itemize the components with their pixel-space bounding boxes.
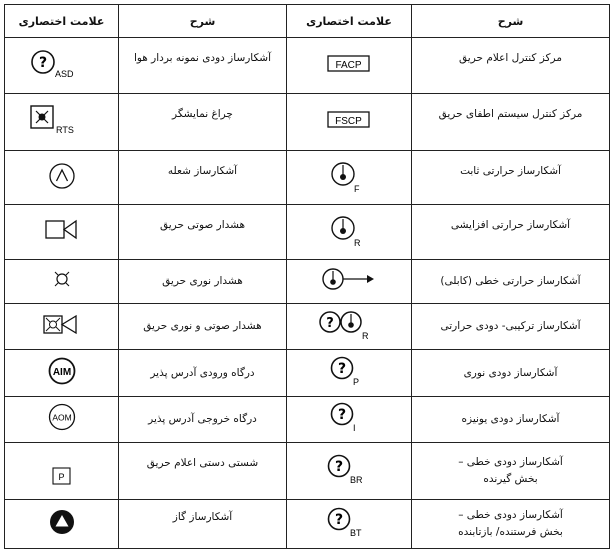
linear-heat-detector-icon [321, 265, 377, 293]
symbol-code: FSCP [335, 116, 362, 128]
fscp-box-icon [327, 110, 371, 130]
heat-detector-icon [327, 158, 371, 194]
symbol-cell [5, 38, 119, 94]
symbol-cell [287, 38, 412, 94]
symbol-cell [5, 259, 119, 303]
symbol-description: هشدار صوتی و نوری حریق [119, 304, 287, 350]
symbol-description: درگاه خروجی آدرس پذیر [119, 396, 287, 442]
smoke-detector-icon [324, 505, 374, 539]
symbol-code: F [354, 183, 360, 194]
symbol-cell [287, 350, 412, 396]
symbol-cell [5, 304, 119, 350]
symbol-description: آشکارساز شعله [119, 150, 287, 204]
symbol-code: I [353, 423, 356, 434]
symbol-description: آشکارساز دودی نوری [412, 350, 610, 396]
manual-call-point-icon [50, 465, 74, 487]
table-row [5, 205, 610, 259]
symbol-description: آشکارساز دودی یونیزه [412, 396, 610, 442]
beacon-icon [47, 265, 77, 293]
table-row [5, 94, 610, 150]
symbol-cell [287, 304, 412, 350]
symbol-cell [287, 499, 412, 548]
sounder-beacon-icon [40, 312, 84, 338]
header-abbr-right: علامت اختصاری [287, 5, 412, 38]
table-row [5, 38, 610, 94]
gas-detector-icon [46, 507, 78, 537]
header-abbr-left: علامت اختصاری [5, 5, 119, 38]
svg-text:?: ? [337, 361, 347, 378]
aim-icon [46, 356, 78, 386]
symbol-description: چراغ نمایشگر [119, 94, 287, 150]
table-row [5, 150, 610, 204]
symbol-cell [287, 150, 412, 204]
header-row [5, 5, 610, 38]
symbol-description: آشکارساز حرارتی افزایشی [412, 205, 610, 259]
symbol-cell [5, 499, 119, 548]
table-row [5, 443, 610, 499]
symbol-description: آشکارساز دودی خطی – بخش گیرنده [412, 443, 610, 499]
symbol-description: هشدار نوری حریق [119, 259, 287, 303]
indicator-lamp-icon [27, 103, 97, 137]
symbol-cell [5, 396, 119, 442]
sounder-icon [42, 217, 82, 243]
table-row [5, 259, 610, 303]
symbol-description: شستی دستی اعلام حریق [119, 443, 287, 499]
aom-icon [46, 402, 78, 432]
symbol-cell [5, 443, 119, 499]
svg-text:?: ? [334, 511, 344, 528]
symbol-code: P [57, 471, 65, 482]
table-row [5, 304, 610, 350]
header-desc-right: شرح [412, 5, 610, 38]
svg-text:?: ? [334, 458, 344, 475]
symbol-legend-table [4, 4, 610, 549]
symbol-description: مرکز کنترل سیستم اطفای حریق [412, 94, 610, 150]
combined-detector-icon [318, 308, 380, 342]
heat-detector-icon [327, 212, 371, 248]
svg-text:?: ? [326, 315, 334, 331]
symbol-cell [287, 94, 412, 150]
symbol-description: مرکز کنترل اعلام حریق [412, 38, 610, 94]
symbol-cell [5, 350, 119, 396]
header-desc-left: شرح [119, 5, 287, 38]
table-row [5, 396, 610, 442]
smoke-detector-icon [327, 353, 371, 389]
flame-detector-icon [45, 161, 79, 191]
symbol-description: آشکارساز حرارتی ثابت [412, 150, 610, 204]
symbol-description: هشدار صوتی حریق [119, 205, 287, 259]
symbol-cell [287, 443, 412, 499]
symbol-description: آشکارساز حرارتی خطی (کابلی) [412, 259, 610, 303]
smoke-detector-icon [27, 47, 97, 81]
symbol-cell [5, 205, 119, 259]
symbol-code: P [353, 377, 360, 388]
symbol-cell [287, 259, 412, 303]
svg-text:?: ? [337, 407, 347, 424]
symbol-code: BT [350, 527, 362, 538]
symbol-code: RTS [55, 125, 74, 136]
symbol-cell [287, 396, 412, 442]
symbol-code: FACP [335, 59, 362, 71]
smoke-detector-icon [324, 451, 374, 487]
symbol-cell [287, 205, 412, 259]
facp-box-icon [327, 54, 371, 74]
symbol-code: R [362, 330, 369, 341]
symbol-description: آشکارساز ترکیبی- دودی حرارتی [412, 304, 610, 350]
smoke-detector-icon [327, 399, 371, 435]
symbol-code: AIM [52, 367, 71, 379]
symbol-code: R [354, 238, 361, 248]
symbol-description: درگاه ورودی آدرس پذیر [119, 350, 287, 396]
symbol-cell [5, 94, 119, 150]
symbol-code: BR [350, 474, 363, 485]
symbol-description: آشکارساز گاز [119, 499, 287, 548]
symbol-cell [5, 150, 119, 204]
table-row [5, 350, 610, 396]
symbol-code: AOM [51, 412, 72, 423]
symbol-code: ASD [54, 68, 74, 79]
table-row [5, 499, 610, 548]
symbol-description: آشکارساز دودی خطی – بخش فرستنده/ بازتابنده [412, 499, 610, 548]
symbol-description: آشکارساز دودی نمونه بردار هوا [119, 38, 287, 94]
svg-text:?: ? [38, 54, 47, 71]
